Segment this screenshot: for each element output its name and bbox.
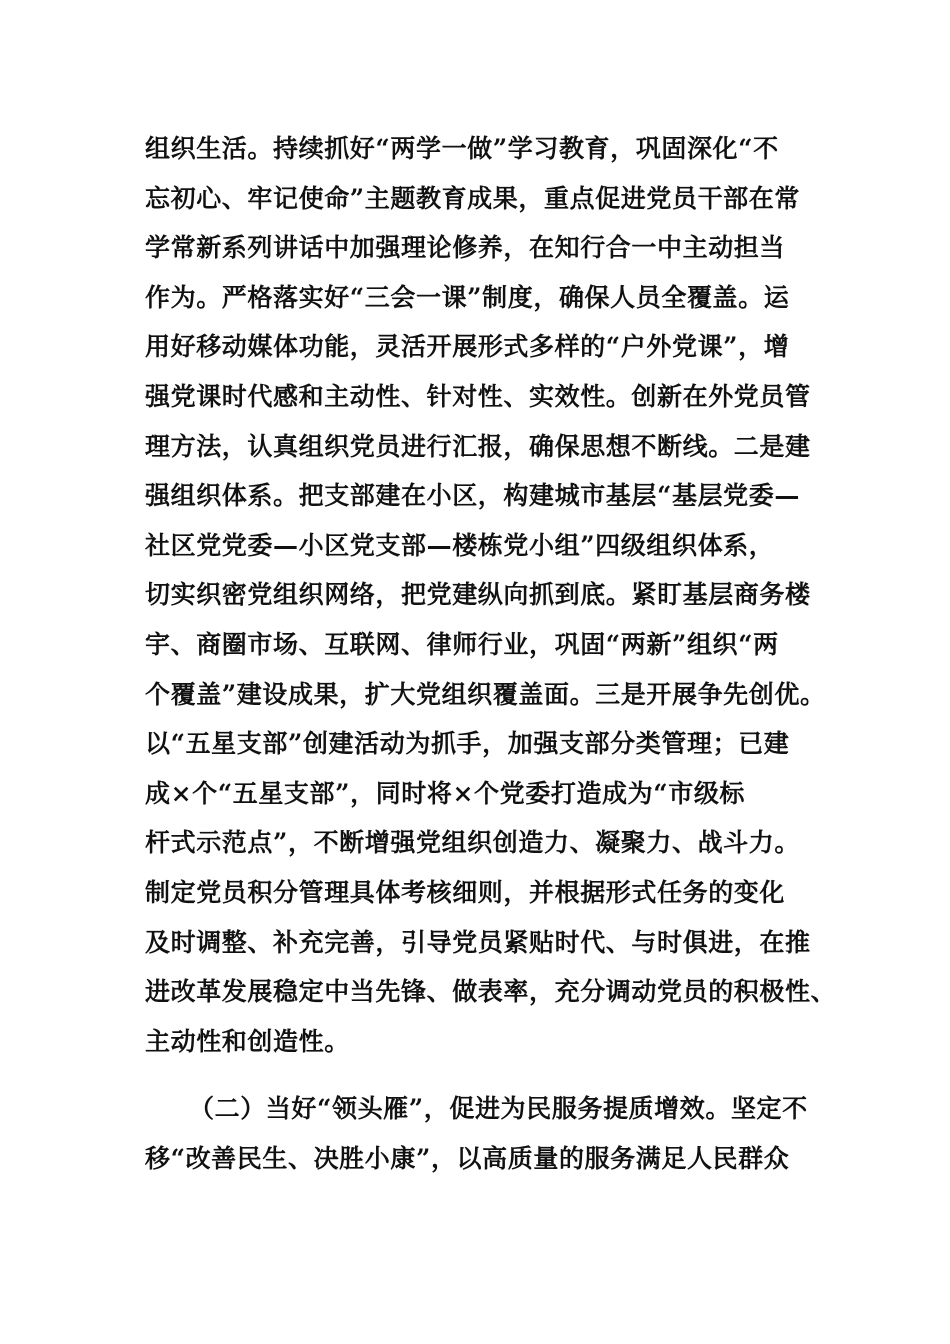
text-line: 宇、商圈市场、互联网、律师行业，巩固“两新”组织“两 [145,629,779,659]
text-line: 作为。严格落实好“三会一课”制度，确保人员全覆盖。运 [145,282,790,312]
text-line: 学常新系列讲话中加强理论修养，在知行合一中主动担当 [145,233,786,263]
text-line: 及时调整、补充完善，引导党员紧贴时代、与时俱进，在推 [145,927,811,957]
text-line: 理方法，认真组织党员进行汇报，确保思想不断线。二是建 [145,431,811,461]
text-line: 以“五星支部”创建活动为抓手，加强支部分类管理；已建 [145,729,790,759]
text-line: 主动性和创造性。 [145,1026,350,1056]
text-line: 成×个“五星支部”，同时将×个党委打造成为“市级标 [145,778,746,808]
text-line: 移“改善民生、决胜小康”，以高质量的服务满足人民群众 [145,1143,790,1173]
text-line: 强组织体系。把支部建在小区，构建城市基层“基层党委— [145,481,800,511]
text-line: 切实织密党组织网络，把党建纵向抓到底。紧盯基层商务楼 [145,580,811,610]
text-line: 制定党员积分管理具体考核细则，并根据形式任务的变化 [145,877,786,907]
text-line: 个覆盖”建设成果，扩大党组织覆盖面。三是开展争先创优。 [145,679,826,709]
document-body [145,124,835,1183]
text-line: 杆式示范点”，不断增强党组织创造力、凝聚力、战斗力。 [145,828,800,858]
text-line: 组织生活。持续抓好“两学一做”学习教育，巩固深化“不 [145,134,779,163]
paragraph-gap [145,1066,835,1084]
text-line: 用好移动媒体功能，灵活开展形式多样的“户外党课”，增 [145,332,790,362]
text-line: 社区党党委—小区党支部—楼栋党小组”四级组织体系， [145,530,775,560]
text-line: 忘初心、牢记使命”主题教育成果，重点促进党员干部在常 [145,183,800,213]
text-line: 强党课时代感和主动性、针对性、实效性。创新在外党员管 [145,381,811,411]
text-line: 进改革发展稳定中当先锋、做表率，充分调动党员的积极性、 [145,977,837,1007]
section-heading-line: （二）当好“领头雁”，促进为民服务提质增效。坚定不 [189,1094,808,1124]
